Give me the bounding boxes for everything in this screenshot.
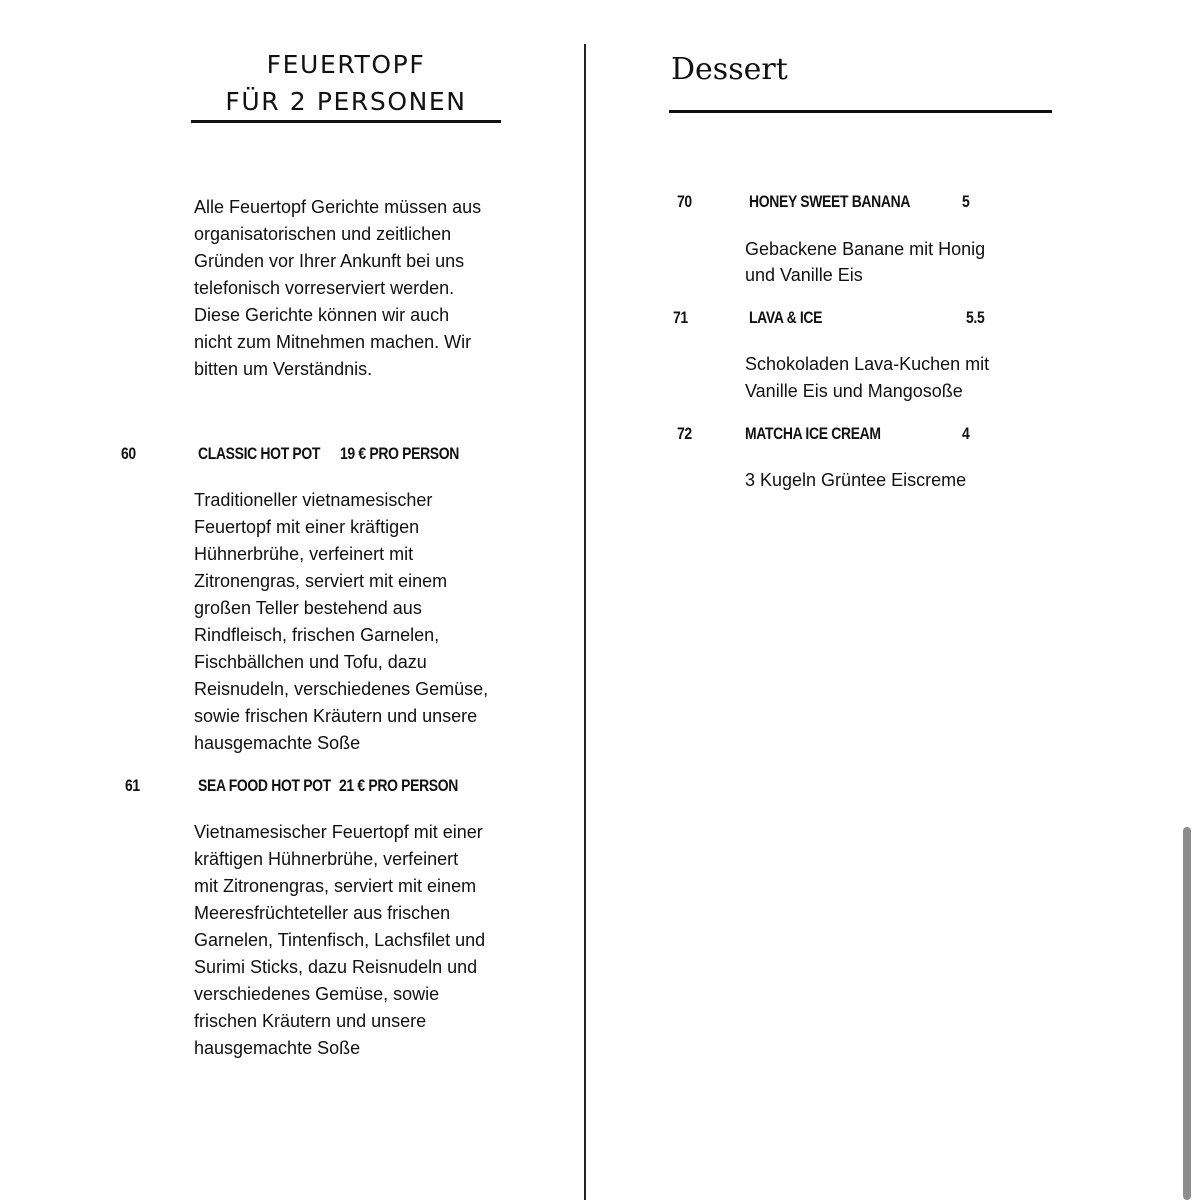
column-divider: [584, 44, 586, 1200]
intro-line: bitten um Verständnis.: [194, 359, 373, 379]
description-line: kräftigen Hühnerbrühe, verfeinert: [194, 849, 459, 869]
hotpot-intro-text: [194, 194, 481, 383]
item-number: 71: [673, 308, 688, 327]
hotpot-section-title: [191, 46, 501, 120]
intro-line: nicht zum Mitnehmen machen. Wir: [194, 332, 472, 352]
description-line: hausgemachte Soße: [194, 733, 361, 753]
intro-line: Gründen vor Ihrer Ankunft bei uns: [194, 251, 465, 271]
item-name: SEA FOOD HOT POT: [198, 776, 331, 795]
description-line: verschiedenes Gemüse, sowie: [194, 984, 440, 1004]
description-line: großen Teller bestehend aus: [194, 598, 422, 618]
description-line: Traditioneller vietnamesischer: [194, 490, 433, 510]
item-price: 5.5: [966, 308, 985, 327]
description-line: Hühnerbrühe, verfeinert mit: [194, 544, 414, 564]
item-name: LAVA & ICE: [749, 308, 823, 327]
item-number: 60: [121, 444, 136, 463]
hotpot-title-underline: [191, 120, 501, 123]
description-line: 3 Kugeln Grüntee Eiscreme: [745, 470, 967, 490]
hotpot-title-line-2: FÜR 2 PERSONEN: [225, 87, 467, 116]
description-line: und Vanille Eis: [745, 265, 863, 285]
item-price: 19 € PRO PERSON: [340, 444, 460, 463]
item-price: 21 € PRO PERSON: [339, 776, 459, 795]
item-name: MATCHA ICE CREAM: [745, 424, 881, 443]
intro-line: Diese Gerichte können wir auch: [194, 305, 450, 325]
dessert-section-title: Dessert: [671, 52, 788, 87]
description-line: Fischbällchen und Tofu, dazu: [194, 652, 427, 672]
description-line: Reisnudeln, verschiedenes Gemüse,: [194, 679, 489, 699]
item-number: 70: [677, 192, 692, 211]
item-number: 61: [125, 776, 140, 795]
item-description: [194, 487, 488, 757]
description-line: Vanille Eis und Mangosoße: [745, 381, 963, 401]
description-line: Vietnamesischer Feuertopf mit einer: [194, 822, 483, 842]
description-line: mit Zitronengras, serviert mit einem: [194, 876, 477, 896]
vertical-scrollbar[interactable]: [1183, 827, 1191, 1200]
item-description: [745, 467, 966, 494]
description-line: Surimi Sticks, dazu Reisnudeln und: [194, 957, 478, 977]
intro-line: Alle Feuertopf Gerichte müssen aus: [194, 197, 482, 217]
item-description: [745, 236, 985, 288]
intro-line: telefonisch vorreserviert werden.: [194, 278, 455, 298]
description-line: Meeresfrüchteteller aus frischen: [194, 903, 451, 923]
description-line: frischen Kräutern und unsere: [194, 1011, 427, 1031]
item-number: 72: [677, 424, 692, 443]
item-description: [194, 819, 485, 1062]
item-price: 5: [962, 192, 970, 211]
description-line: Garnelen, Tintenfisch, Lachsfilet und: [194, 930, 486, 950]
description-line: sowie frischen Kräutern und unsere: [194, 706, 478, 726]
description-line: Gebackene Banane mit Honig: [745, 239, 986, 259]
dessert-title-underline: [669, 110, 1052, 113]
item-name: CLASSIC HOT POT: [198, 444, 321, 463]
item-description: [745, 351, 989, 405]
intro-line: organisatorischen und zeitlichen: [194, 224, 452, 244]
description-line: Feuertopf mit einer kräftigen: [194, 517, 420, 537]
description-line: hausgemachte Soße: [194, 1038, 361, 1058]
item-name: HONEY SWEET BANANA: [749, 192, 911, 211]
hotpot-title-line-1: FEUERTOPF: [266, 50, 426, 79]
description-line: Zitronengras, serviert mit einem: [194, 571, 448, 591]
description-line: Rindfleisch, frischen Garnelen,: [194, 625, 440, 645]
item-price: 4: [962, 424, 970, 443]
description-line: Schokoladen Lava-Kuchen mit: [745, 354, 990, 374]
